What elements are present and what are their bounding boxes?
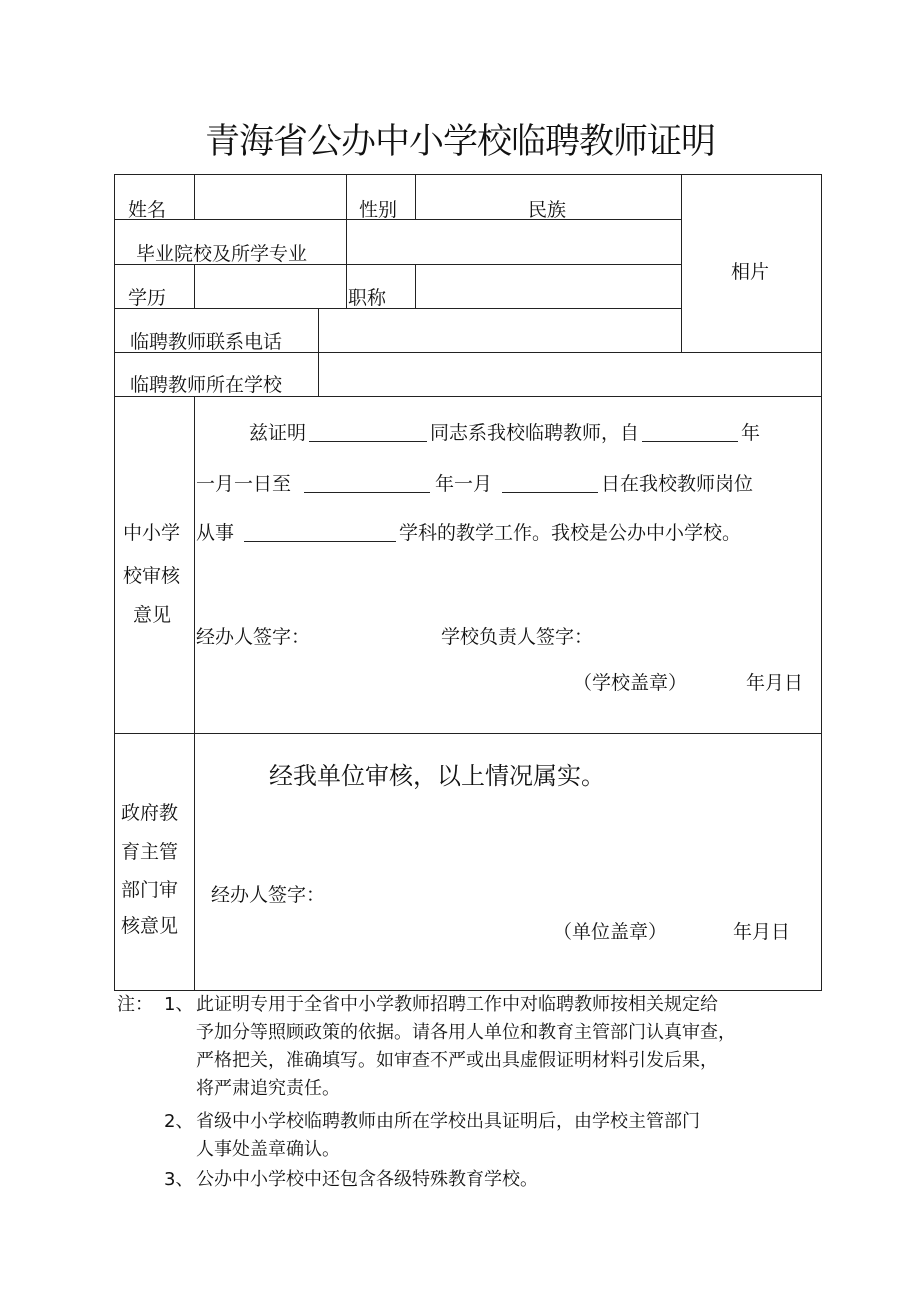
teacher-name-blank[interactable] [309, 423, 427, 442]
gov-statement: 经我单位审核，以上情况属实。 [269, 762, 605, 790]
phone-label: 临聘教师联系电话 [130, 331, 283, 353]
page-title: 青海省公办中小学校临聘教师证明 [204, 122, 715, 162]
school-label: 临聘教师所在学校 [130, 374, 283, 396]
education-label: 学历 [128, 287, 167, 309]
photo-label: 相片 [731, 261, 770, 283]
gender-label: 性别 [359, 199, 398, 221]
start-year-blank[interactable] [642, 423, 738, 442]
end-day-blank[interactable] [502, 474, 598, 493]
school-review-line-1: 兹证明 同志系我校临聘教师，自 年 [249, 422, 761, 444]
gov-handler-sign: 经办人签字： [211, 884, 326, 906]
ethnicity-label: 民族 [528, 199, 567, 221]
school-major-label: 毕业院校及所学专业 [136, 243, 308, 265]
end-year-blank[interactable] [304, 474, 430, 493]
gov-seal: （单位盖章） [553, 921, 668, 943]
school-handler-sign: 经办人签字： [196, 626, 311, 648]
subject-blank[interactable] [244, 523, 396, 542]
school-date: 年月日 [746, 672, 804, 694]
title-rank-label: 职称 [348, 287, 387, 309]
school-seal: （学校盖章） [573, 672, 688, 694]
school-review-line-3: 从事 学科的教学工作。我校是公办中小学校。 [196, 522, 742, 544]
school-review-line-2: 一月一日至 年一月 日在我校教师岗位 [196, 473, 754, 495]
name-label: 姓名 [128, 199, 167, 221]
gov-date: 年月日 [733, 921, 791, 943]
principal-sign: 学校负责人签字： [441, 626, 594, 648]
